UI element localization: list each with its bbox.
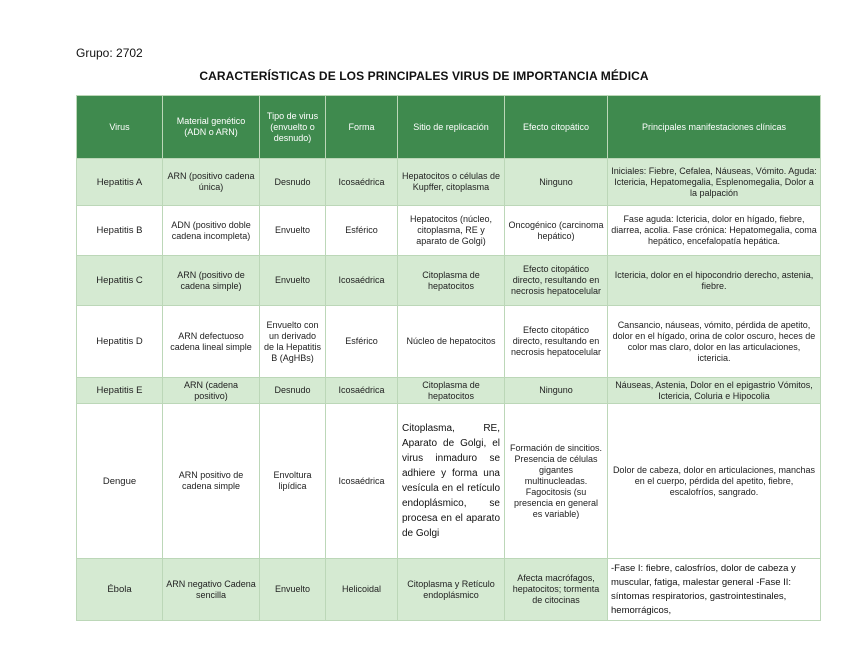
tipo-cell: Desnudo (260, 378, 326, 404)
material-cell: ARN negativo Cadena sencilla (163, 559, 260, 621)
tipo-cell: Envuelto (260, 559, 326, 621)
forma-cell: Esférico (326, 206, 398, 256)
efecto-cell: Oncogénico (carcinoma hepático) (505, 206, 608, 256)
document-title: CARACTERÍSTICAS DE LOS PRINCIPALES VIRUS DE IMPORTANCIA MÉDICA (199, 69, 649, 83)
sitio-cell: Hepatocitos o células de Kupffer, citoplasma (398, 159, 505, 206)
table-row (77, 306, 821, 378)
material-cell: ARN defectuoso cadena lineal simple (163, 306, 260, 378)
manifestaciones-cell: Cansancio, náuseas, vómito, pérdida de apetito, dolor en el hígado, orina de color oscuro, heces de color mas claro, dolor en las articulaciones, ictericia. (608, 306, 821, 378)
material-cell: ARN (positivo de cadena simple) (163, 256, 260, 306)
material-cell: ADN (positivo doble cadena incompleta) (163, 206, 260, 256)
col-header-sitio: Sitio de replicación (398, 96, 505, 159)
manifestaciones-cell: Fase aguda: Ictericia, dolor en hígado, fiebre, diarrea, acolia. Fase crónica: Hepatomegalia, coma hepático, encefalopatía hepática. (608, 206, 821, 256)
table-row (77, 559, 821, 621)
table-row (77, 159, 821, 206)
virus-cell: Dengue (77, 404, 163, 559)
manifestaciones-cell: Iniciales: Fiebre, Cefalea, Náuseas, Vómito. Aguda: Ictericia, Hepatomegalia, Esplenomegalia, Dolor a la palpación (608, 159, 821, 206)
virus-cell: Hepatitis C (77, 256, 163, 306)
table-row (77, 404, 821, 559)
efecto-cell: Afecta macrófagos, hepatocitos; tormenta de citocinas (505, 559, 608, 621)
tipo-cell: Desnudo (260, 159, 326, 206)
table-row (77, 256, 821, 306)
sitio-cell: Núcleo de hepatocitos (398, 306, 505, 378)
tipo-cell: Envoltura lipídica (260, 404, 326, 559)
col-header-forma: Forma (326, 96, 398, 159)
forma-cell: Icosaédrica (326, 404, 398, 559)
efecto-cell: Formación de sincitios. Presencia de células gigantes multinucleadas. Fagocitosis (su presencia en general es variable) (505, 404, 608, 559)
tipo-cell: Envuelto con un derivado de la Hepatitis B (AgHBs) (260, 306, 326, 378)
virus-cell: Ébola (77, 559, 163, 621)
forma-cell: Esférico (326, 306, 398, 378)
forma-cell: Icosaédrica (326, 378, 398, 404)
table-row (77, 206, 821, 256)
tipo-cell: Envuelto (260, 256, 326, 306)
manifestaciones-cell: Náuseas, Astenia, Dolor en el epigastrio Vómitos, Ictericia, Coluria e Hipocolia (608, 378, 821, 404)
forma-cell: Icosaédrica (326, 159, 398, 206)
forma-cell: Helicoidal (326, 559, 398, 621)
sitio-cell: Citoplasma de hepatocitos (398, 378, 505, 404)
material-cell: ARN positivo de cadena simple (163, 404, 260, 559)
virus-cell: Hepatitis A (77, 159, 163, 206)
tipo-cell: Envuelto (260, 206, 326, 256)
manifestaciones-cell: Ictericia, dolor en el hipocondrio derecho, astenia, fiebre. (608, 256, 821, 306)
efecto-cell: Ninguno (505, 159, 608, 206)
virus-table (76, 95, 821, 621)
manifestaciones-cell: Dolor de cabeza, dolor en articulaciones, manchas en el cuerpo, pérdida del apetito, fiebre, escalofríos, sangrado. (608, 404, 821, 559)
table-header-row (77, 96, 821, 159)
efecto-cell: Efecto citopático directo, resultando en necrosis hepatocelular (505, 256, 608, 306)
sitio-cell: Citoplasma de hepatocitos (398, 256, 505, 306)
col-header-material: Material genético (ADN o ARN) (163, 96, 260, 159)
efecto-cell: Efecto citopático directo, resultando en necrosis hepatocelular (505, 306, 608, 378)
material-cell: ARN (positivo cadena única) (163, 159, 260, 206)
sitio-cell: Hepatocitos (núcleo, citoplasma, RE y aparato de Golgi) (398, 206, 505, 256)
manifestaciones-cell: -Fase I: fiebre, calosfríos, dolor de cabeza y muscular, fatiga, malestar general -Fase II: síntomas respiratorios, gastrointestinales, hemorrágicos, (608, 559, 821, 621)
col-header-virus: Virus (77, 96, 163, 159)
virus-cell: Hepatitis D (77, 306, 163, 378)
col-header-manifestaciones: Principales manifestaciones clínicas (608, 96, 821, 159)
virus-cell: Hepatitis B (77, 206, 163, 256)
efecto-cell: Ninguno (505, 378, 608, 404)
table-row (77, 378, 821, 404)
sitio-cell: Citoplasma y Retículo endoplásmico (398, 559, 505, 621)
col-header-efecto: Efecto citopático (505, 96, 608, 159)
material-cell: ARN (cadena positivo) (163, 378, 260, 404)
virus-cell: Hepatitis E (77, 378, 163, 404)
sitio-cell: Citoplasma, RE, Aparato de Golgi, el virus inmaduro se adhiere y forma una vesícula en el retículo endoplásmico, se procesa en el aparato de Golgi (398, 404, 505, 559)
forma-cell: Icosaédrica (326, 256, 398, 306)
col-header-tipo: Tipo de virus (envuelto o desnudo) (260, 96, 326, 159)
group-label: Grupo: 2702 (76, 46, 143, 60)
